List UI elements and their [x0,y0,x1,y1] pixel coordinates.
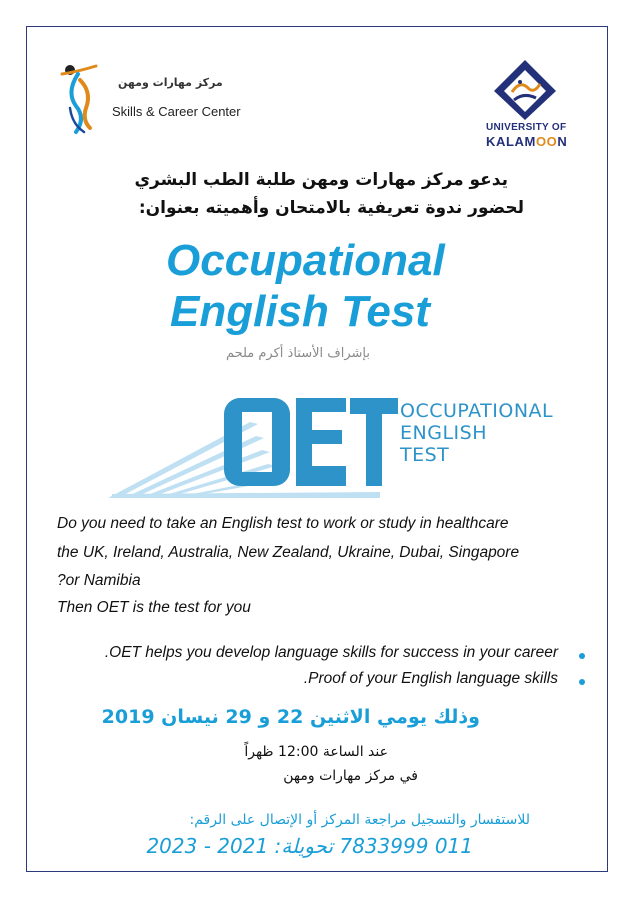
skills-arabic-name: مركز مهارات ومهن [118,76,223,89]
supervisor-line: بإشراف الأستاذ أكرم ملحم [225,346,370,361]
invite-line-1: يدعو مركز مهارات ومهن طلبة الطب البشري [134,170,508,190]
intro-line-1: Do you need to take an English test to work or study in healthcare [57,515,509,532]
university-line-2 [486,134,567,149]
intro-line-4: Then OET is the test for you [57,599,251,616]
title-line-2: English Test [170,287,430,336]
university-name-oo: OO [535,134,558,149]
university-line-1: UNIVERSITY OF [486,122,567,133]
oet-logo [100,392,554,504]
bullet-dot-icon [579,653,585,659]
contact-info: للاستفسار والتسجيل مراجعة المركز أو الإتصال على الرقم: [189,812,530,828]
intro-line-3: ?or Namibia [57,572,141,589]
university-name-start: KALAM [486,134,536,149]
intro-line-2: the UK, Ireland, Australia, New Zealand, Ukraine, Dubai, Singapore [57,544,520,561]
oet-text-occupational: OCCUPATIONAL [400,400,554,422]
kalamoon-emblem-icon [490,58,560,120]
event-place: في مركز مهارات ومهن [283,768,418,784]
invite-line-2: لحضور ندوة تعريفية بالامتحان وأهميته بعنوان: [138,198,524,218]
title-line-1: Occupational [166,236,445,285]
university-of-kalamoon-logo [484,58,574,158]
bullet-item-1: .OET helps you develop language skills for success in your career [104,644,558,661]
skills-english-name: Skills & Career Center [112,104,241,119]
skills-figure-icon [56,62,116,142]
event-date: وذلك يومي الاثنين 22 و 29 نيسان 2019 [101,706,480,728]
oet-logo-text [400,400,553,466]
university-name-end: N [557,134,568,149]
oet-text-test: TEST [400,444,450,466]
contact-phone: 011 7833999 تحويلة: 2021 - 2023 [146,834,473,858]
skills-career-center-logo [56,62,256,142]
oet-text-english: ENGLISH [400,422,487,444]
bullet-dot-icon [579,679,585,685]
event-time: عند الساعة 12:00 ظهراً [244,744,388,760]
bullet-item-2: .Proof of your English language skills [303,670,558,687]
oet-logo-graphic [100,392,400,504]
